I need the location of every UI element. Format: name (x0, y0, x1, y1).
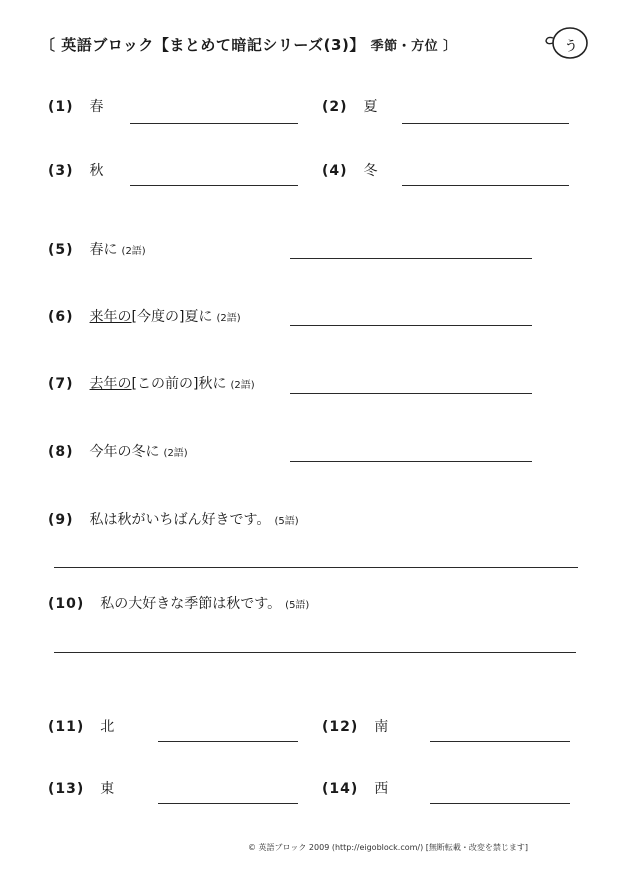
question-14 (322, 778, 388, 798)
question-13 (48, 778, 114, 798)
question-text: 東 (100, 781, 115, 797)
question-number: (10) (48, 596, 85, 612)
question-number: (8) (48, 444, 74, 460)
question-text: 今年の冬に (89, 444, 160, 460)
word-count-note: (5語) (274, 516, 299, 527)
answer-line-5[interactable] (290, 258, 532, 259)
question-text: 夏 (363, 99, 378, 115)
question-1 (48, 96, 104, 116)
question-text: 春 (89, 99, 104, 115)
word-count-note: (2語) (163, 448, 188, 459)
question-number: (1) (48, 99, 74, 115)
question-text: 春に (89, 242, 118, 258)
underlined-text: 去年の (89, 376, 132, 392)
question-number: (11) (48, 719, 85, 735)
worksheet-title (40, 34, 457, 55)
question-text: 西 (374, 781, 389, 797)
question-text: 私の大好きな季節は秋です。 (100, 596, 282, 612)
question-3 (48, 160, 104, 180)
answer-line-8[interactable] (290, 461, 532, 462)
word-count-note: (2語) (230, 380, 255, 391)
question-text: 冬 (363, 163, 378, 179)
question-5 (48, 239, 146, 259)
answer-line-10[interactable] (54, 652, 576, 653)
copyright-footer: © 英語ブロック 2009 (http://eigoblock.com/) [無断転載・改変を禁じます] (248, 843, 529, 852)
question-number: (14) (322, 781, 359, 797)
question-2 (322, 96, 378, 116)
word-count-note: (2語) (216, 313, 241, 324)
question-number: (6) (48, 309, 74, 325)
answer-line-6[interactable] (290, 325, 532, 326)
word-count-note: (5語) (285, 600, 310, 611)
question-text: [この前の]秋に (131, 376, 227, 392)
word-count-note: (2語) (121, 246, 146, 257)
question-10 (48, 593, 309, 613)
question-12 (322, 716, 388, 736)
question-number: (2) (322, 99, 348, 115)
question-text: 南 (374, 719, 389, 735)
answer-line-3[interactable] (130, 185, 298, 186)
question-4 (322, 160, 378, 180)
logo-glyph: ぅ (562, 34, 580, 55)
question-number: (12) (322, 719, 359, 735)
question-text: 北 (100, 719, 115, 735)
question-7 (48, 373, 255, 393)
answer-line-7[interactable] (290, 393, 532, 394)
question-text: 秋 (89, 163, 104, 179)
question-11 (48, 716, 114, 736)
answer-line-11[interactable] (158, 741, 298, 742)
question-8 (48, 441, 188, 461)
answer-line-14[interactable] (430, 803, 570, 804)
underlined-text: 来年の (89, 309, 132, 325)
question-6 (48, 306, 241, 326)
answer-line-9[interactable] (54, 567, 578, 568)
title-subject: 季節・方位 〕 (370, 39, 457, 54)
question-number: (5) (48, 242, 74, 258)
title-text: 〔 英語ブロック【まとめて暗記シリーズ(3)】 (40, 36, 365, 54)
question-9 (48, 509, 299, 529)
answer-line-12[interactable] (430, 741, 570, 742)
answer-line-13[interactable] (158, 803, 298, 804)
question-number: (4) (322, 163, 348, 179)
answer-line-4[interactable] (402, 185, 569, 186)
question-number: (13) (48, 781, 85, 797)
answer-line-1[interactable] (130, 123, 298, 124)
question-number: (7) (48, 376, 74, 392)
question-number: (9) (48, 512, 74, 528)
question-text: [今度の]夏に (131, 309, 213, 325)
question-number: (3) (48, 163, 74, 179)
answer-line-2[interactable] (402, 123, 569, 124)
logo-icon (544, 22, 592, 62)
question-text: 私は秋がいちばん好きです。 (89, 512, 271, 528)
